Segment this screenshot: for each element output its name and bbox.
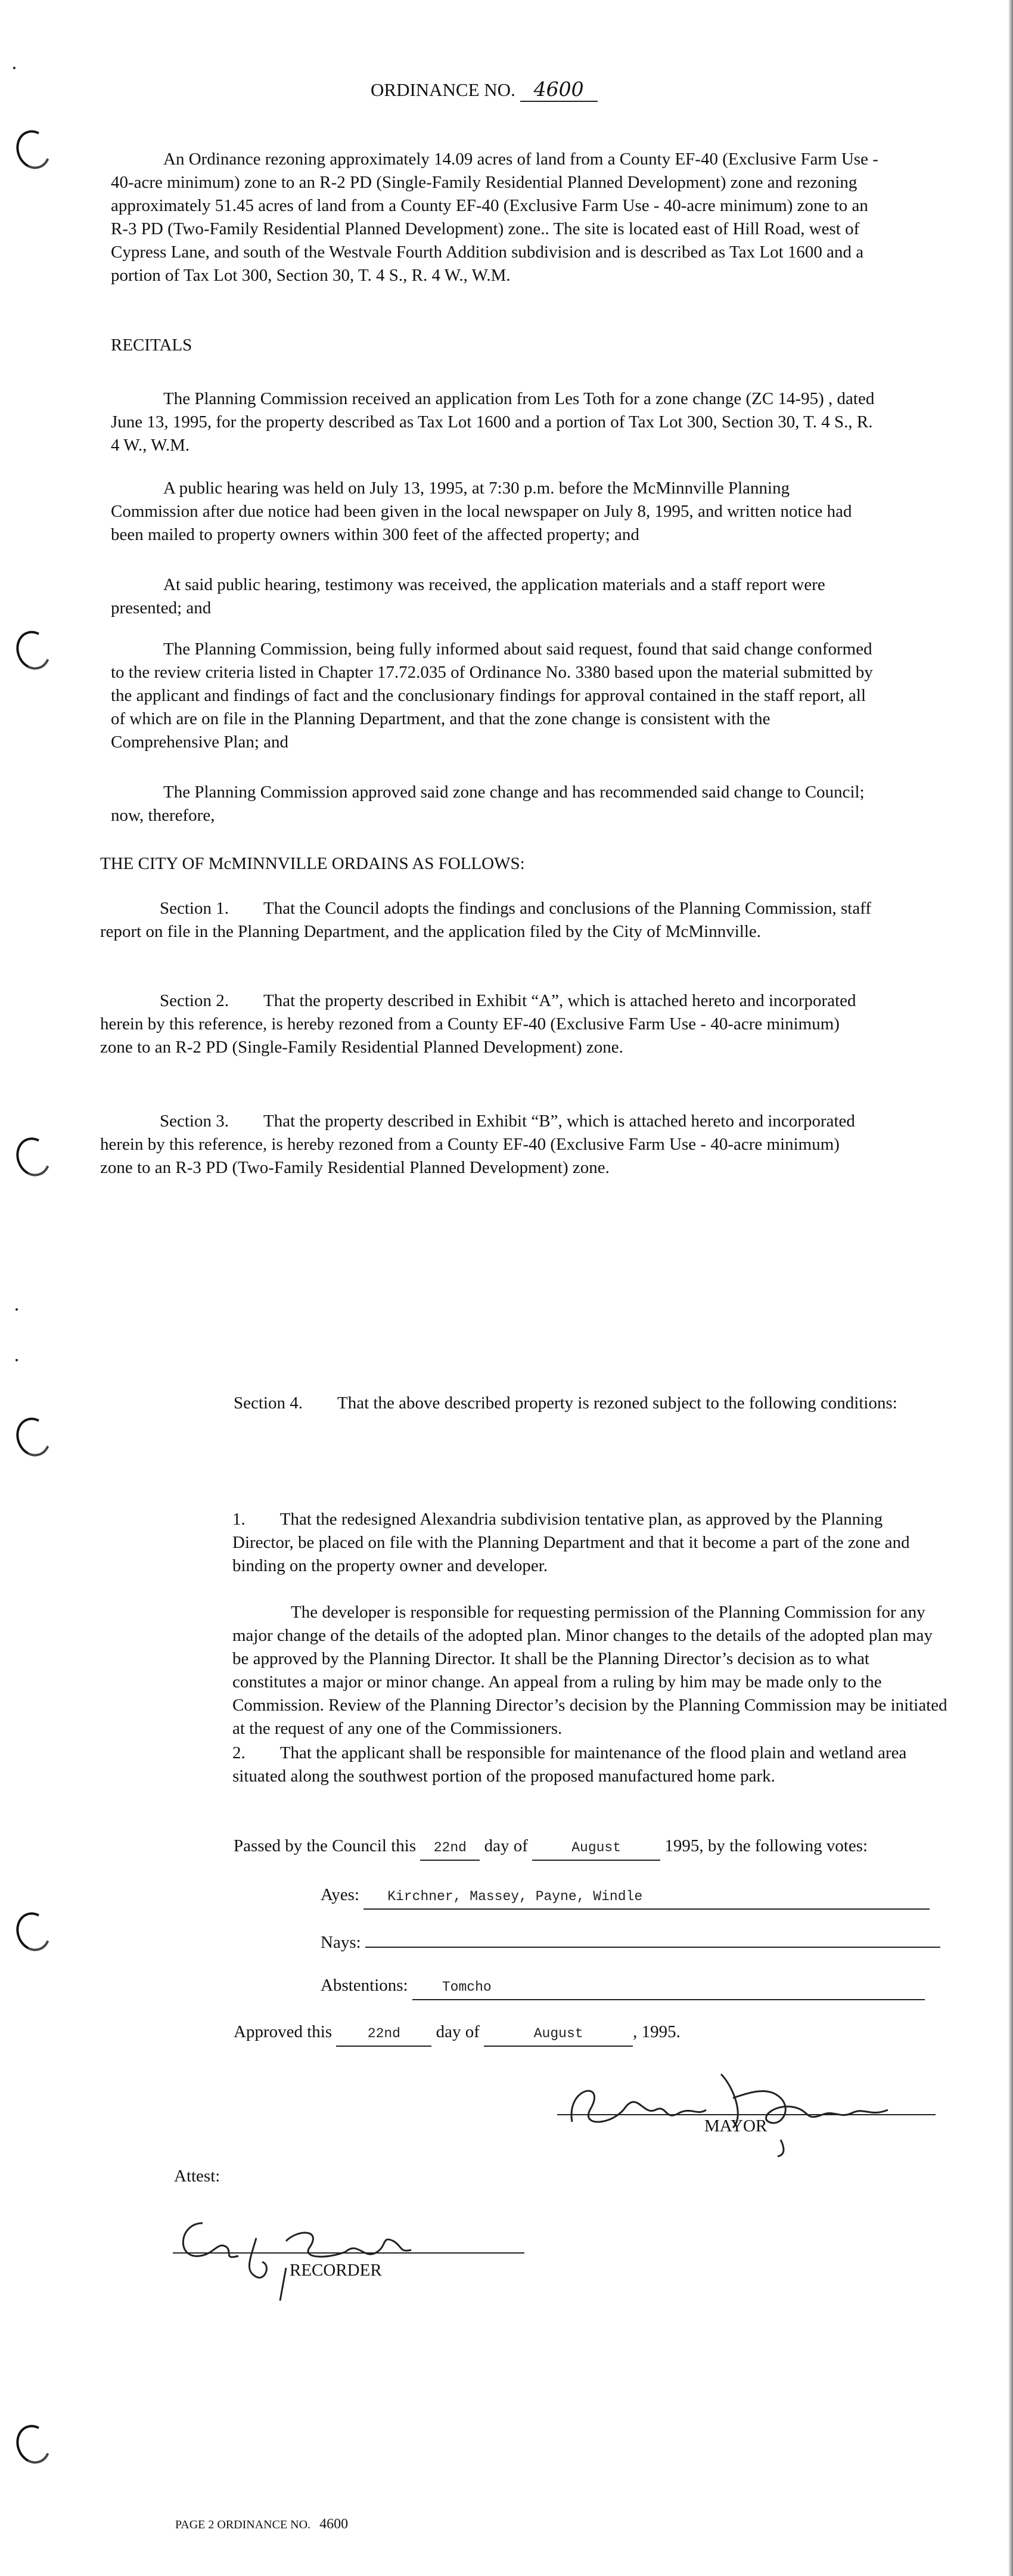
scan-speck [15,1359,18,1361]
mayor-signature [554,2050,936,2158]
attest-label: Attest: [174,2167,220,2186]
section-text: That the property described in Exhibit “A”, which is attached hereto and incorporated herein by this reference, is hereby rezoned from a County EF-40 (Exclusive Farm Use - 40-acre minimum) zone to an R-2 PD (Single-Family Residential Planned Development) zone. [100,991,856,1057]
binder-hole-icon [11,2420,55,2468]
scan-edge [1008,0,1013,2576]
mayor-label: MAYOR [704,2116,767,2136]
intro-paragraph: An Ordinance rezoning approximately 14.09 acres of land from a County EF-40 (Exclusive Farm Use - 40-acre minimum) zone to an R-2 PD (Single-Family Residential Planned Development) zone and rezoning approximately 51.45 acres of land from a County EF-40 (Exclusive Farm Use - 40-acre minimum) zone to an R-3 PD (Two-Family Residential Planned Development) zone.. The site is located east of Hill Road, west of Cypress Lane, and south of the Westvale Fourth Addition subdivision and is described as Tax Lot 1600 and a portion of Tax Lot 300, Section 30, T. 4 S., R. 4 W., W.M. [111,150,878,285]
recorder-label: RECORDER [290,2261,382,2280]
section-label: Section 2. [160,991,229,1010]
ayes-value: Kirchner, Massey, Payne, Windle [363,1885,930,1910]
passed-prefix: Passed by the Council this [234,1836,417,1855]
nays-label: Nays: [321,1933,361,1952]
recital-paragraph: The Planning Commission, being fully informed about said request, found that said change conformed to the review criteria listed in Chapter 17.72.035 of Ordinance No. 3380 based upon the material submitted by the applicant and findings of fact and the conclusionary findings for approval contained in the staff report, all of which are on file in the Planning Department, and that the zone change is consistent with the Comprehensive Plan; and [111,640,873,752]
scan-speck [13,67,15,69]
approved-suffix: , 1995. [633,2022,680,2041]
ordinance-title: ORDINANCE NO. [371,79,515,100]
approved-prefix: Approved this [234,2022,333,2041]
approved-day: 22nd [336,2022,431,2047]
ayes-line [321,1883,930,1910]
approved-line [234,2021,680,2047]
passed-line [234,1835,868,1861]
section-text: That the above described property is rezoned subject to the following conditions: [337,1393,897,1413]
section-1 [100,897,875,944]
footer-number: 4600 [319,2516,349,2532]
binder-hole-icon [11,626,55,674]
footer-text: PAGE 2 ORDINANCE NO. [175,2518,311,2531]
section-4 [174,1392,907,1415]
recitals-heading: RECITALS [111,336,192,355]
ayes-label: Ayes: [321,1885,359,1904]
condition-1 [232,1508,947,1578]
recital-paragraph: The Planning Commission approved said zone change and has recommended said change to Council; now, therefore, [111,783,865,825]
binder-hole-icon [11,125,55,173]
nays-line [321,1929,940,1954]
section-text: That the property described in Exhibit “B”, which is attached hereto and incorporated herein by this reference, is hereby rezoned from a County EF-40 (Exclusive Farm Use - 40-acre minimum) zone to an R-3 PD (Two-Family Residential Planned Development) zone. [100,1112,855,1177]
nays-value [365,1929,940,1948]
section-3 [100,1110,875,1180]
passed-mid: day of [484,1836,528,1855]
abstentions-line [321,1974,925,2000]
section-label: Section 3. [160,1112,229,1131]
binder-hole-icon [11,1132,55,1181]
condition-number: 1. [232,1510,246,1529]
condition-1-detail: The developer is responsible for requesting permission of the Planning Commission for any major change of the details of the adopted plan. Minor changes to the details of the adopted plan may be approved by the Planning Director. It shall be the Planning Director’s decision as to what constitutes a major or minor change. An appeal from a ruling by him may be made only to the Commission. Review of the Planning Director’s decision by the Planning Commission may be initiated at the request of any one of the Commissioners. [232,1603,947,1738]
recital-paragraph: A public hearing was held on July 13, 1995, at 7:30 p.m. before the McMinnville Planning Commission after due notice had been given in the local newspaper on July 8, 1995, and written notice had been mailed to property owners within 300 feet of the affected property; and [111,479,852,544]
recorder-signature [167,2205,536,2301]
condition-text: That the applicant shall be responsible for maintenance of the flood plain and wetland area situated along the southwest portion of the proposed manufactured home park. [232,1743,907,1786]
ordains-heading: THE CITY OF McMINNVILLE ORDAINS AS FOLLOWS: [100,854,525,873]
binder-hole-icon [11,1907,55,1956]
ordinance-number: 4600 [520,77,598,102]
recital-paragraph: At said public hearing, testimony was received, the application materials and a staff report were presented; and [111,575,825,617]
condition-text: That the redesigned Alexandria subdivision tentative plan, as approved by the Planning Director, be placed on file with the Planning Department and that it become a part of the zone and binding on the property owner and developer. [232,1510,910,1575]
binder-hole-icon [11,1413,55,1461]
abstentions-label: Abstentions: [321,1976,408,1995]
approved-mid: day of [436,2022,480,2041]
page-title [371,77,598,102]
page-footer [175,2516,348,2532]
condition-2 [232,1742,947,1788]
passed-day: 22nd [420,1836,480,1861]
passed-suffix: 1995, by the following votes: [664,1836,868,1855]
scan-speck [15,1308,18,1311]
passed-month: August [532,1836,660,1861]
abstentions-value: Tomcho [412,1976,925,2000]
recital-paragraph: The Planning Commission received an application from Les Toth for a zone change (ZC 14-95) , dated June 13, 1995, for the property described as Tax Lot 1600 and a portion of Tax Lot 300, Section 30, T. 4 S., R. 4 W., W.M. [111,389,875,455]
section-label: Section 4. [234,1393,303,1413]
section-text: That the Council adopts the findings and conclusions of the Planning Commission, staff report on file in the Planning Department, and the application filed by the City of McMinnville. [100,899,871,941]
approved-month: August [484,2022,633,2047]
section-label: Section 1. [160,899,229,918]
section-2 [100,989,875,1059]
condition-number: 2. [232,1743,246,1762]
